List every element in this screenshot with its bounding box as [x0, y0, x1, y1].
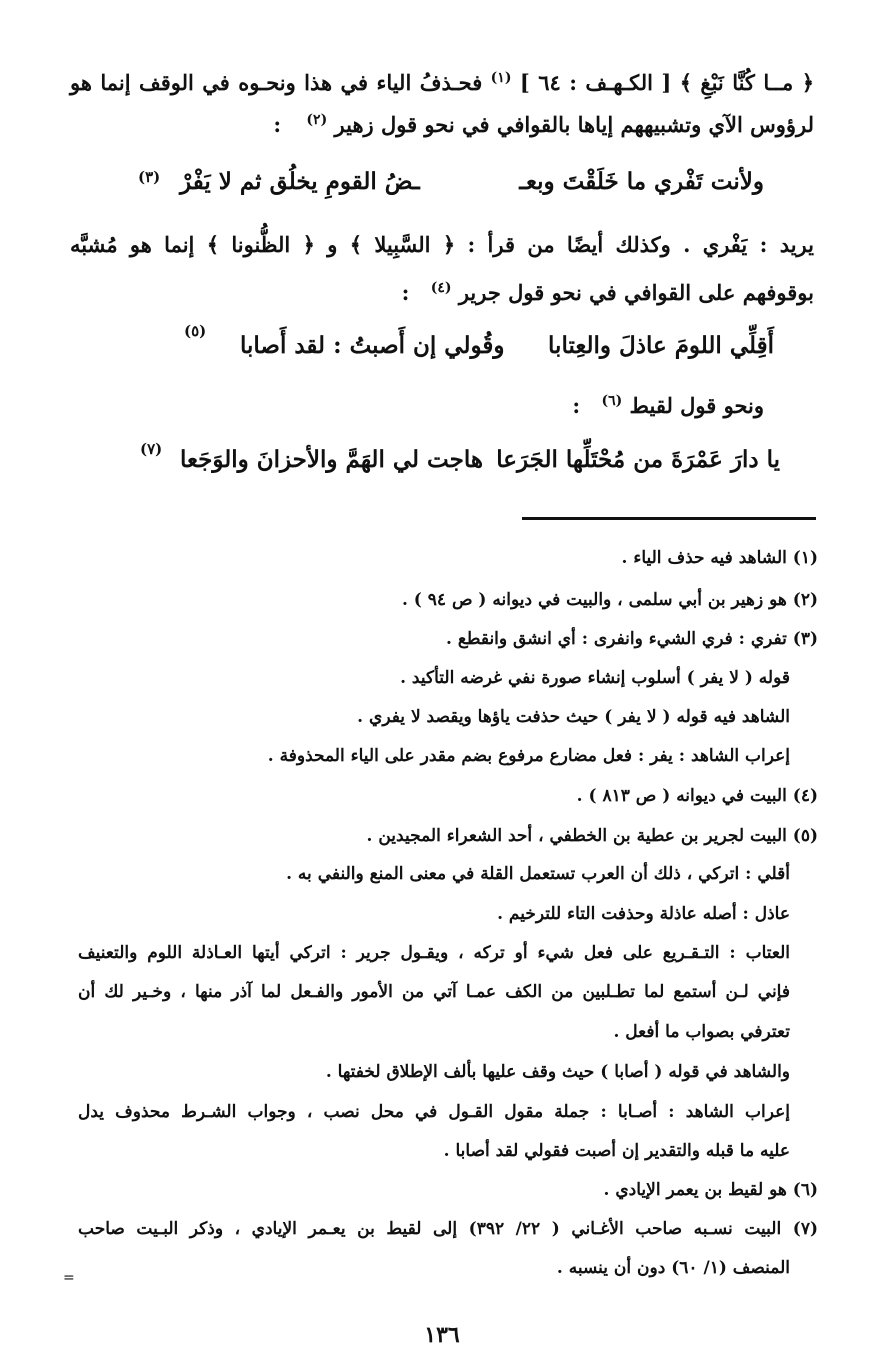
footnote-ref-7: (٧) [140, 440, 163, 458]
page-number: ١٣٦ [424, 1322, 460, 1348]
footnote-5-line-4: العتاب : التـقـريع على فعل شيء أو تركه ، ويقـول جرير : اتركي أيتها العـاذلة اللوم والتعنيف [78, 943, 790, 963]
footnote-1: (١) الشاهد فيه حذف الياء . [621, 548, 818, 568]
footnote-ref-6: (٦) [601, 393, 623, 409]
main-line-1 [70, 70, 814, 95]
footnote-5-line-2: أقلي : اتركي ، ذلك أن العرب تستعمل القلة في معنى المنع والنفي به . [286, 864, 790, 884]
verse-1-ajuz: ـضُ القومِ يخلُق ثم لا يَفْرْ [180, 168, 420, 195]
footnote-ref-1: (١) [490, 70, 512, 86]
footnote-3-line-4: إعراب الشاهد : يفر : فعل مضارع مرفوع بضم مقدر على الياء المحذوفة . [267, 746, 790, 766]
footnote-3: (٣) تفري : فري الشيء وانفرى : أي انشق وانقطع . [446, 629, 818, 649]
footnote-ref-2: (٢) [306, 112, 328, 128]
quran-quote: ﴿ مــا كُنَّا نَبْغِ ﴾ [679, 70, 815, 95]
colon: : [401, 280, 410, 305]
footnote-3-line-3: الشاهد فيه قوله ( لا يفر ) حيث حذفت ياؤها ويقصد لا يفري . [357, 707, 790, 727]
footnote-5-line-9: عليه ما قبله والتقدير إن أصبت فقولي لقد أصابا . [443, 1141, 790, 1161]
verse-2-sadr: أَقِلِّي اللومَ عاذلَ والعِتابا [548, 332, 774, 359]
footnote-ref-4: (٤) [430, 280, 452, 296]
stray-margin-mark: = [63, 1270, 75, 1286]
main-line-5: ونحو قول لقيط $^{(٦)}$ : [572, 393, 764, 418]
main-line-4: بوقوفهم على القوافي في نحو قول جرير $^{(٤)}$ : [401, 280, 814, 305]
quran-reference: [ الكـهـف : ٦٤ ] [519, 70, 672, 95]
footnote-5-line-3: عاذل : أصله عاذلة وحذفت التاء للترخيم . [497, 904, 790, 924]
footnote-separator [522, 517, 816, 520]
colon: : [273, 112, 282, 137]
verse-2-ajuz: وقُولي إن أَصبتُ : لقد أَصابا [240, 332, 505, 359]
footnote-6: (٦) هو لقيط بن يعمر الإيادي . [603, 1180, 818, 1200]
main-line-2 [273, 112, 814, 137]
main-line-3: يريد : يَفْري . وكذلك أيضًا من قرأ : ﴿ السَّبِيلا ﴾ و ﴿ الظُّنونا ﴾ إنما هو مُشبَّه [70, 232, 814, 257]
footnote-4: (٤) البيت في ديوانه ( ص ٨١٣ ) . [576, 786, 818, 806]
main-line-2-text: لرؤوس الآي وتشبيههم إياها بالقوافي في نحو قول زهير [334, 112, 814, 137]
main-line-1-text: فحـذفُ الياء في هذا ونحـوه في الوقف إنما هو [70, 70, 483, 95]
footnote-5-line-8: إعراب الشاهد : أصـابا : جملة مقول القـول في محل نصب ، وجواب الشـرط محذوف يدل [78, 1102, 790, 1122]
verse-3-sadr: يا دارَ عَمْرَةَ من مُحْتَلِّها الجَرَعا [496, 446, 780, 473]
footnote-ref-5: (٥) [184, 322, 207, 340]
footnote-ref-3: (٣) [138, 168, 161, 186]
colon: : [572, 393, 581, 418]
footnote-5: (٥) البيت لجرير بن عطية بن الخطفي ، أحد الشعراء المجيدين . [366, 826, 818, 846]
verse-3-ajuz: هاجت لي الهَمَّ والأحزانَ والوَجَعا [180, 446, 483, 473]
footnote-5-line-7: والشاهد في قوله ( أصابا ) حيث وقف عليها بألف الإطلاق لخفتها . [325, 1062, 790, 1082]
verse-1-sadr: ولأنت تَفْري ما خَلَقْتَ وبعـ [519, 168, 764, 195]
footnote-5-line-6: تعترفي بصواب ما أفعل . [613, 1022, 790, 1042]
footnote-7-line-2: المنصف (١/ ٦٠) دون أن ينسبه . [556, 1258, 790, 1278]
footnote-3-line-2: قوله ( لا يفر ) أسلوب إنشاء صورة نفي غرضه التأكيد . [400, 668, 790, 688]
footnote-2: (٢) هو زهير بن أبي سلمى ، والبيت في ديوانه ( ص ٩٤ ) . [401, 590, 818, 610]
footnote-7: (٧) البيت نسـبه صاحب الأغـاني ( ٢٢/ ٣٩٢) إلى لقيط بن يعـمر الإيادي ، وذكر البـيت صاحب [78, 1219, 818, 1239]
footnote-5-line-5: فإني لـن أستمع لما تطـلبين من الكف عمـا آتي من الأمور والفـعل لما آذر منها ، وخـير لك أن [78, 982, 790, 1002]
